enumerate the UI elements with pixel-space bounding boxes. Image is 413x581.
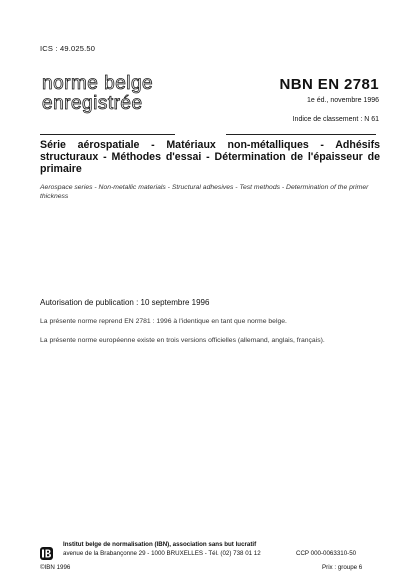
divider-left bbox=[40, 134, 175, 135]
classification-index: Indice de classement : N 61 bbox=[292, 116, 379, 123]
postal-account: CCP 000-0063310-50 bbox=[296, 550, 357, 557]
price-group: Prix : groupe 6 bbox=[322, 564, 363, 571]
document-title: Série aérospatiale - Matériaux non-métalliques - Adhésifs structuraux - Méthodes d'essai - Détermination de l'épaisseur de primaire bbox=[40, 139, 380, 175]
institute-address: avenue de la Brabançonne 29 - 1000 BRUXELLES - Tél. (02) 738 01 12 bbox=[63, 550, 261, 557]
document-title-english: Aerospace series - Non-metallic materials - Structural adhesives - Test methods - Determination of the primer thickness bbox=[40, 184, 369, 200]
publication-authorization: Autorisation de publication : 10 septembre 1996 bbox=[40, 298, 210, 307]
adoption-note: La présente norme reprend EN 2781 : 1996 à l'identique en tant que norme belge. bbox=[40, 318, 287, 325]
ibn-logo-icon bbox=[40, 547, 53, 560]
copyright: ©IBN 1996 bbox=[40, 564, 71, 571]
brand-line-2: enregistrée bbox=[42, 93, 143, 114]
institute-name: Institut belge de normalisation (IBN), association sans but lucratif bbox=[63, 541, 257, 548]
edition-date: 1e éd., novembre 1996 bbox=[307, 97, 379, 104]
standard-number: NBN EN 2781 bbox=[279, 76, 379, 93]
versions-note: La présente norme européenne existe en trois versions officielles (allemand, anglais, français). bbox=[40, 337, 325, 344]
ics-code: ICS : 49.025.50 bbox=[40, 44, 96, 53]
divider-right bbox=[226, 134, 376, 135]
brand-line-1: norme belge bbox=[42, 73, 154, 94]
